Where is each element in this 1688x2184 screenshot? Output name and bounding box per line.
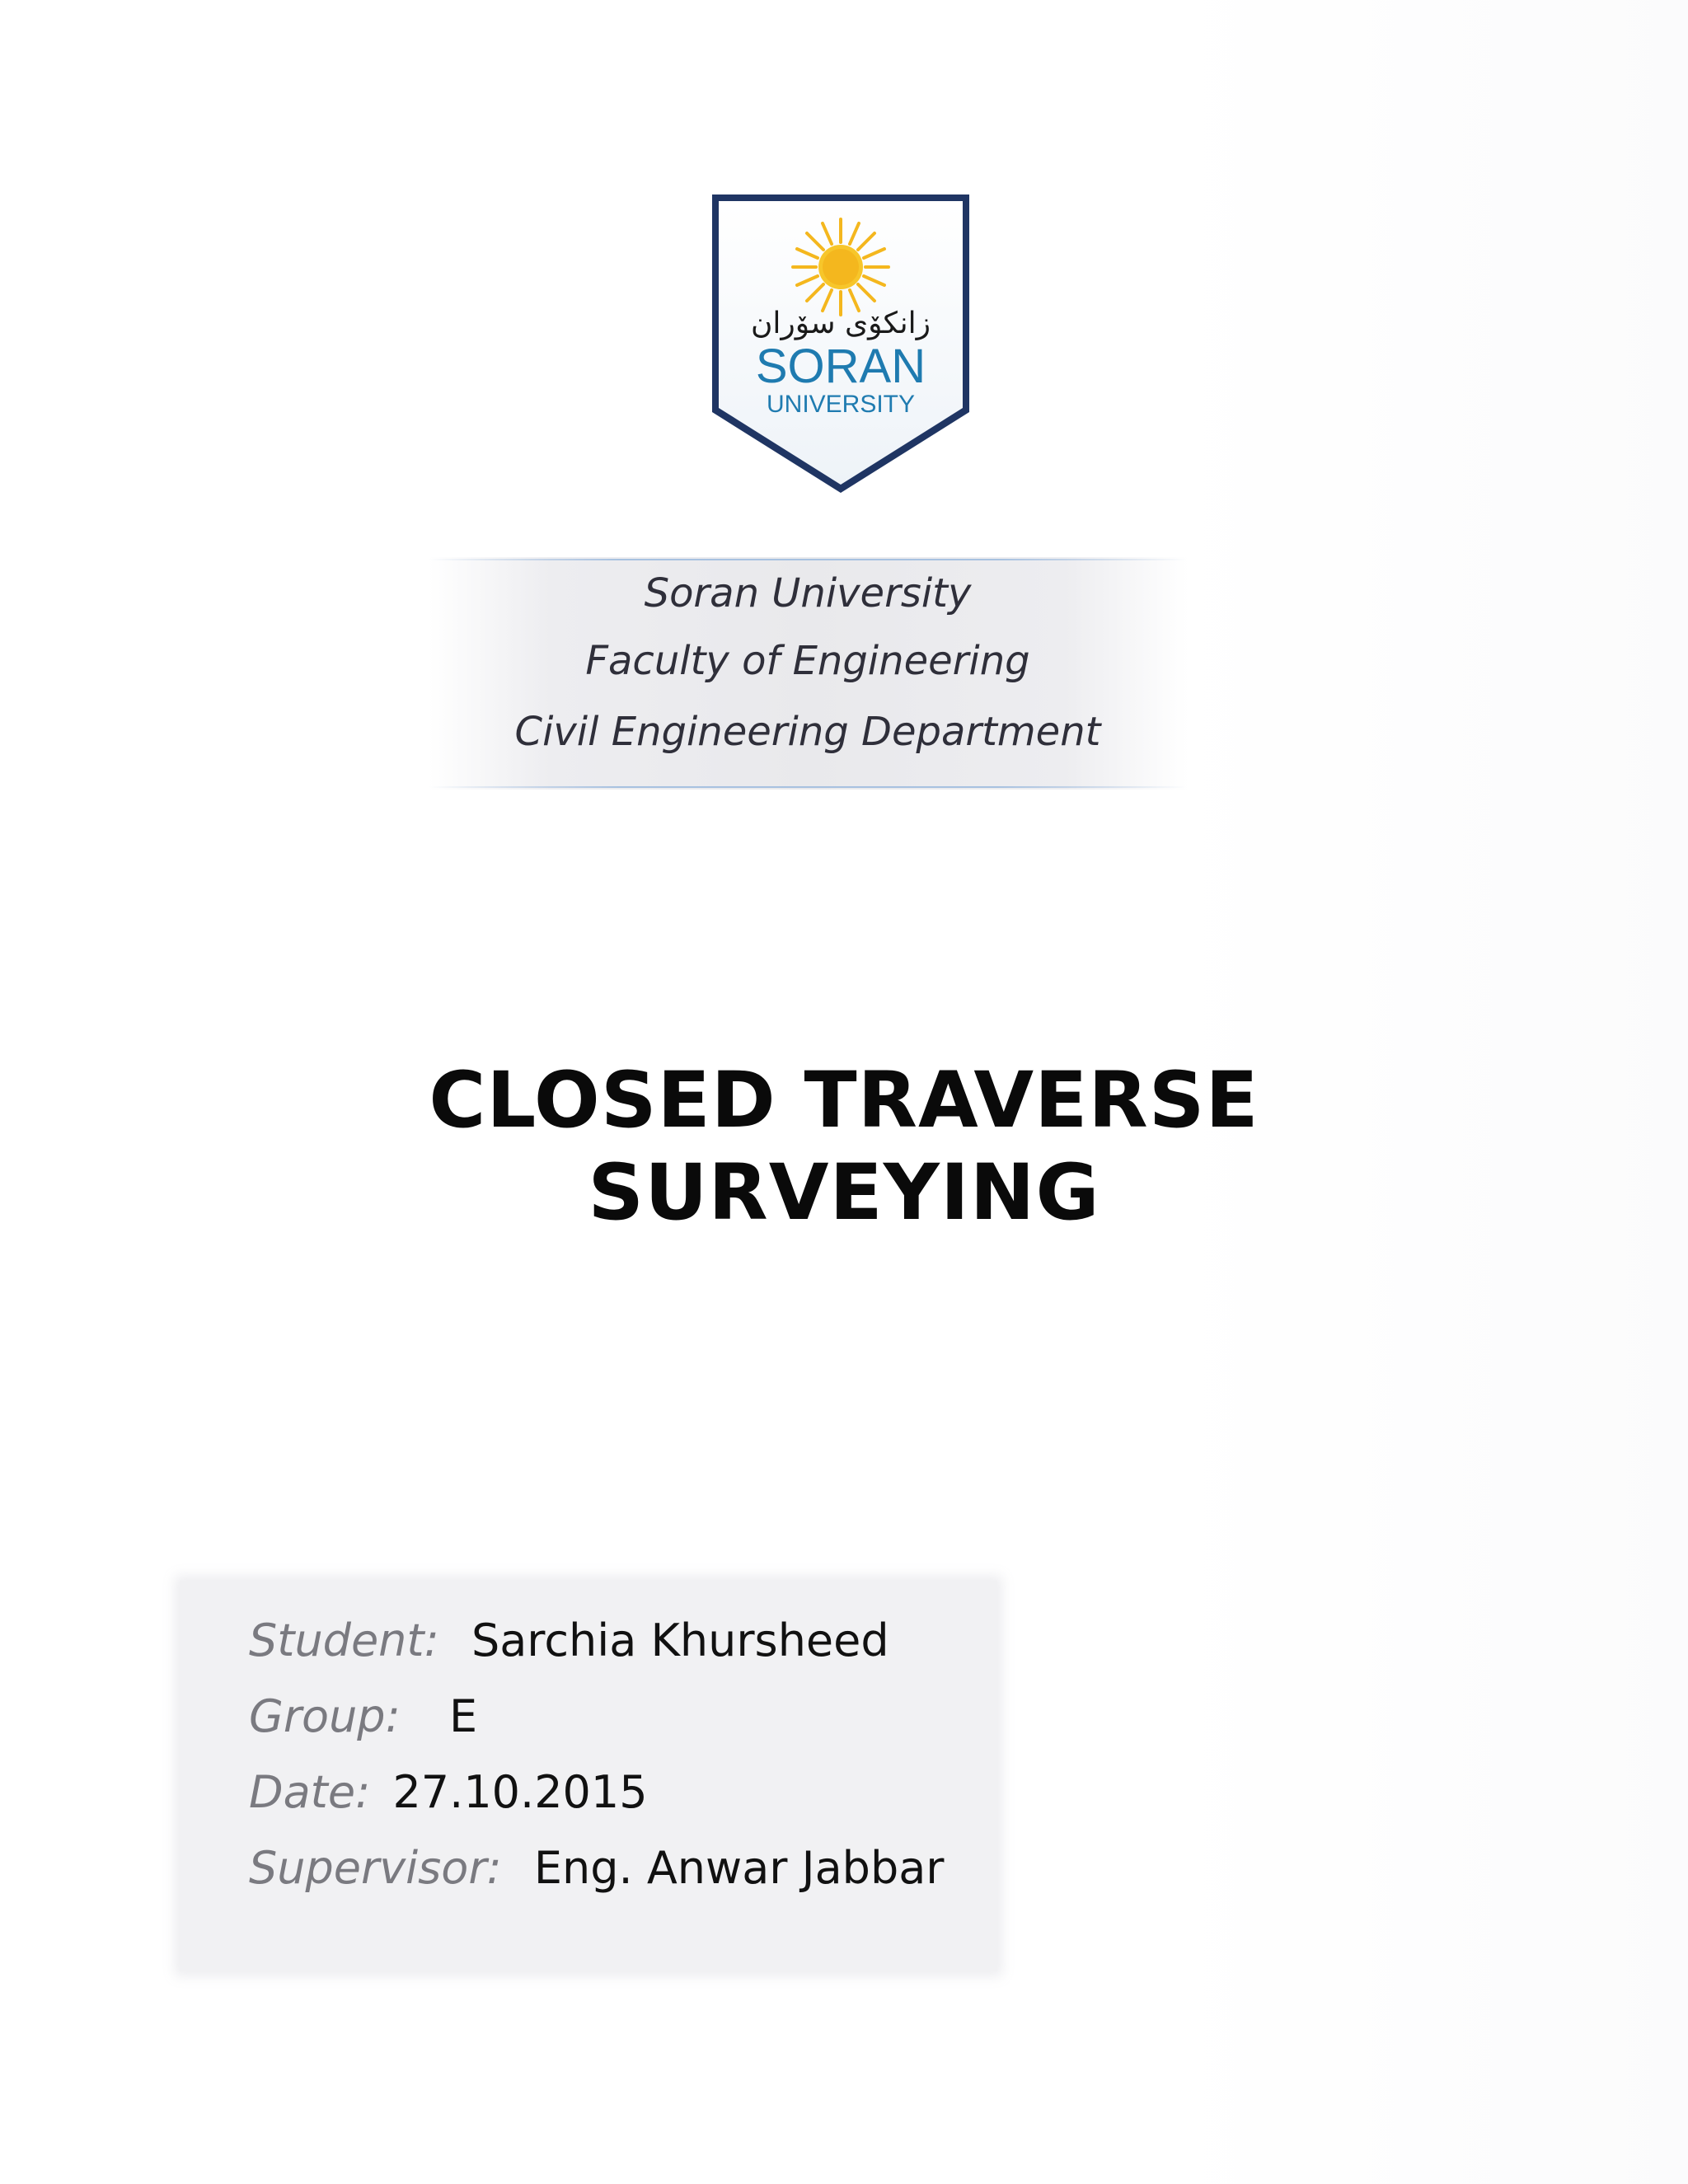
logo-script-text: زانكۆی سۆران	[750, 307, 931, 340]
group-value: E	[448, 1690, 478, 1742]
logo-subtitle: UNIVERSITY	[766, 391, 916, 418]
report-title	[0, 1055, 1688, 1240]
sun-icon	[793, 219, 889, 315]
supervisor-value: Eng. Anwar Jabbar	[533, 1842, 945, 1894]
date-value: 27.10.2015	[392, 1766, 648, 1818]
student-value: Sarchia Khursheed	[471, 1615, 889, 1666]
supervisor-row	[249, 1841, 945, 1896]
institution-box	[429, 557, 1187, 790]
date-row	[249, 1765, 648, 1820]
title-line-1: CLOSED TRAVERSE	[429, 1056, 1259, 1146]
student-row	[249, 1614, 889, 1668]
student-label: Student:	[249, 1615, 439, 1666]
department-name: Civil Engineering Department	[514, 709, 1101, 755]
group-label: Group:	[249, 1690, 401, 1742]
supervisor-label: Supervisor:	[249, 1842, 502, 1894]
logo-name: SORAN	[755, 340, 926, 393]
university-name: Soran University	[644, 570, 972, 616]
title-line-2: SURVEYING	[588, 1148, 1100, 1238]
soran-university-logo	[709, 191, 973, 498]
student-info-box	[180, 1581, 997, 1971]
group-row	[249, 1690, 477, 1744]
date-label: Date:	[249, 1766, 371, 1818]
faculty-name: Faculty of Engineering	[585, 638, 1030, 684]
